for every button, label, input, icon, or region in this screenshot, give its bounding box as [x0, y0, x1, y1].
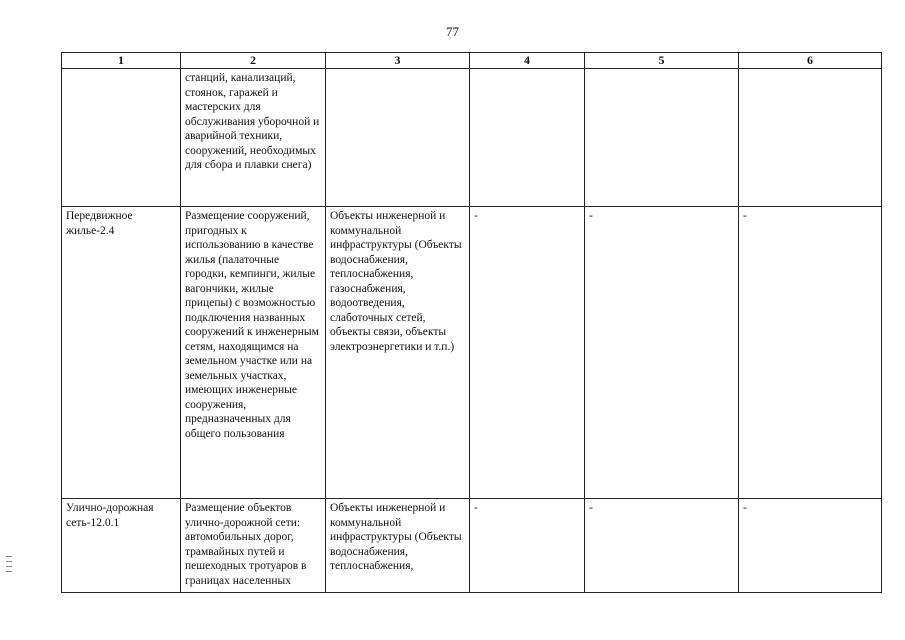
- column-header: 6: [739, 53, 882, 69]
- column-header: 3: [326, 53, 470, 69]
- table-cell: Размещение объектов улично-дорожной сети: автомобильных дорог, трамвайных путей и пешеходных тротуаров в границах населенных: [181, 499, 326, 593]
- table-cell: Размещение сооружений, пригодных к использованию в качестве жилья (палаточные городки, кемпинги, жилые вагончики, жилые прицепы) с возможностью подключения названных сооружений к инженерным сетям, находящимся на земельном участке или на земельных участках, имеющих инженерные сооружения, предназначенных для общего пользования: [181, 207, 326, 499]
- scan-artifact: [6, 556, 12, 578]
- table-cell: станций, канализаций, стоянок, гаражей и мастерских для обслуживания уборочной и аварийной техники, сооружений, необходимых для сбора и плавки снега): [181, 69, 326, 207]
- column-header: 4: [470, 53, 585, 69]
- page-number: 77: [446, 24, 459, 39]
- table-cell: Передвижное жилье-2.4: [62, 207, 181, 499]
- land-use-table: [61, 52, 882, 593]
- table-cell: -: [585, 499, 739, 593]
- table-cell: [326, 69, 470, 207]
- table-cell: Объекты инженерной и коммунальной инфраструктуры (Объекты водоснабжения, теплоснабжения,: [326, 499, 470, 593]
- table-cell: -: [470, 207, 585, 499]
- table-row: [62, 69, 882, 207]
- table-cell: Объекты инженерной и коммунальной инфраструктуры (Объекты водоснабжения, теплоснабжения, газоснабжения, водоотведения, слаботочных сетей, объекты связи, объекты электроэнергетики и т.п.): [326, 207, 470, 499]
- table-cell: Улично-дорожная сеть-12.0.1: [62, 499, 181, 593]
- table-row: [62, 207, 882, 499]
- table-header-row: [62, 53, 882, 69]
- table-cell: -: [585, 207, 739, 499]
- table-cell: [739, 69, 882, 207]
- table-cell: [470, 69, 585, 207]
- column-header: 1: [62, 53, 181, 69]
- column-header: 5: [585, 53, 739, 69]
- column-header: 2: [181, 53, 326, 69]
- table-cell: [585, 69, 739, 207]
- table-row: [62, 499, 882, 593]
- table-cell: -: [739, 207, 882, 499]
- table-cell: [62, 69, 181, 207]
- table-cell: -: [739, 499, 882, 593]
- table-cell: -: [470, 499, 585, 593]
